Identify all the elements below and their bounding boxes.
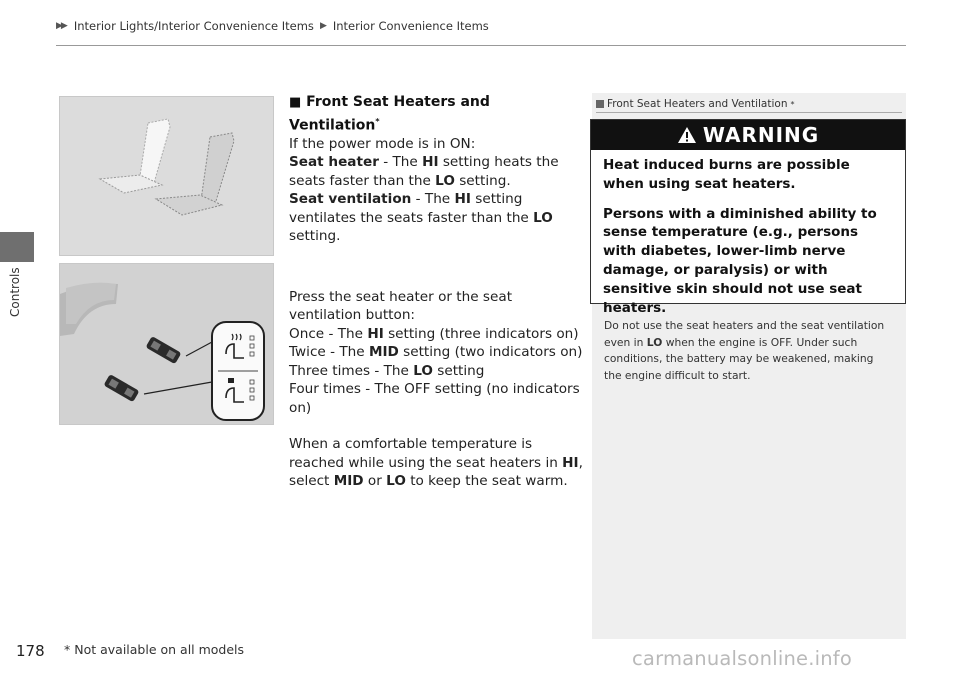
chapter-tab: [0, 232, 34, 262]
main-content: [289, 93, 584, 491]
ventilation-hi: HI: [454, 191, 471, 208]
note-end: when the engine is OFF. Under such conditions, the battery may be weakened, making the engine difficult to start.: [604, 335, 874, 382]
warning-triangle-icon: [677, 126, 697, 144]
warning-body: [591, 150, 905, 317]
ventilation-label: Seat ventilation: [289, 191, 412, 208]
three-bold: LO: [413, 362, 433, 379]
comfort-pre: When a comfortable temperature is reached while using the seat heaters in: [289, 436, 563, 471]
double-arrow-icon: ▶▶: [56, 21, 66, 31]
section-title-text: Front Seat Heaters and Ventilation: [289, 94, 490, 134]
once-bold: HI: [367, 325, 384, 342]
three-end: setting: [432, 362, 485, 379]
seat-heater-lo: LO: [435, 172, 455, 189]
comfort-mid-bold: MID: [333, 473, 364, 490]
once-end: setting (three indicators on): [383, 325, 579, 342]
seat-illustration: [59, 96, 274, 256]
heater-button-illustration: [59, 263, 274, 425]
header-rule: [56, 45, 906, 46]
section-title: [289, 93, 584, 135]
seat-heater-label: Seat heater: [289, 154, 379, 171]
press-three: [289, 362, 584, 381]
ventilation-lo: LO: [533, 209, 553, 226]
warning-box: [590, 119, 906, 316]
side-panel-title: [596, 98, 794, 110]
comfort-paragraph: [289, 435, 584, 491]
press-instruction: Press the seat heater or the seat ventilation button:: [289, 288, 513, 324]
ventilation-end: setting.: [289, 228, 341, 245]
footnote-mark: *: [375, 116, 380, 126]
chapter-label: Controls: [8, 267, 22, 317]
seat-heater-pre: - The: [378, 154, 423, 171]
comfort-mid: , select: [289, 454, 583, 490]
warning-header: [591, 120, 905, 150]
footnote: * Not available on all models: [64, 642, 245, 657]
comfort-hi: HI: [562, 454, 579, 471]
page-number: 178: [16, 642, 45, 660]
comfort-end: to keep the seat warm.: [405, 473, 568, 490]
side-panel-footnote-mark: *: [790, 99, 795, 109]
watermark: carmanualsonline.info: [632, 647, 852, 670]
seat-heater-paragraph: [289, 153, 584, 190]
ventilation-pre: - The: [411, 191, 455, 208]
intro-text: If the power mode is in ON:: [289, 135, 476, 152]
note-bold: LO: [646, 335, 663, 349]
three-pre: Three times - The: [289, 362, 414, 379]
press-once: [289, 325, 584, 344]
square-bullet-icon: ■: [289, 95, 302, 110]
arrow-right-icon: ▶: [319, 21, 327, 31]
breadcrumb: [56, 19, 489, 33]
twice-end: setting (two indicators on): [398, 344, 583, 361]
breadcrumb-item-1[interactable]: Interior Lights/Interior Convenience Items: [73, 19, 314, 33]
warning-paragraph-1: Heat induced burns are possible when using seat heaters.: [603, 157, 850, 192]
twice-bold: MID: [368, 344, 399, 361]
seat-heater-mid: setting heats the seats faster than the: [289, 154, 559, 189]
press-twice: [289, 343, 584, 362]
seat-ventilation-paragraph: [289, 190, 584, 246]
twice-pre: Twice - The: [289, 344, 369, 361]
breadcrumb-item-2[interactable]: Interior Convenience Items: [332, 19, 489, 33]
seats-image: [60, 97, 274, 256]
side-note: [604, 318, 894, 384]
side-panel-rule: [596, 112, 902, 113]
note-pre: Do not use the seat heaters and the seat ventilation even in: [604, 319, 885, 349]
reference-square-icon: [596, 100, 604, 108]
once-pre: Once - The: [289, 325, 368, 342]
warning-heading: WARNING: [702, 123, 820, 147]
ventilation-mid: setting ventilates the seats faster than the: [289, 191, 534, 226]
comfort-or: or: [363, 473, 387, 490]
seat-heater-end: setting.: [454, 172, 511, 189]
side-panel-title-text: Front Seat Heaters and Ventilation: [607, 98, 788, 110]
buttons-image: [60, 264, 274, 425]
seat-heater-hi: HI: [422, 154, 439, 171]
press-four: Four times - The OFF setting (no indicators on): [289, 381, 580, 416]
warning-paragraph-2: Persons with a diminished ability to sense temperature (e.g., persons with diabetes, lower-limb nerve damage, or paralysis) or with sensitive skin should not use seat heaters.: [603, 205, 877, 316]
comfort-lo: LO: [386, 473, 406, 490]
